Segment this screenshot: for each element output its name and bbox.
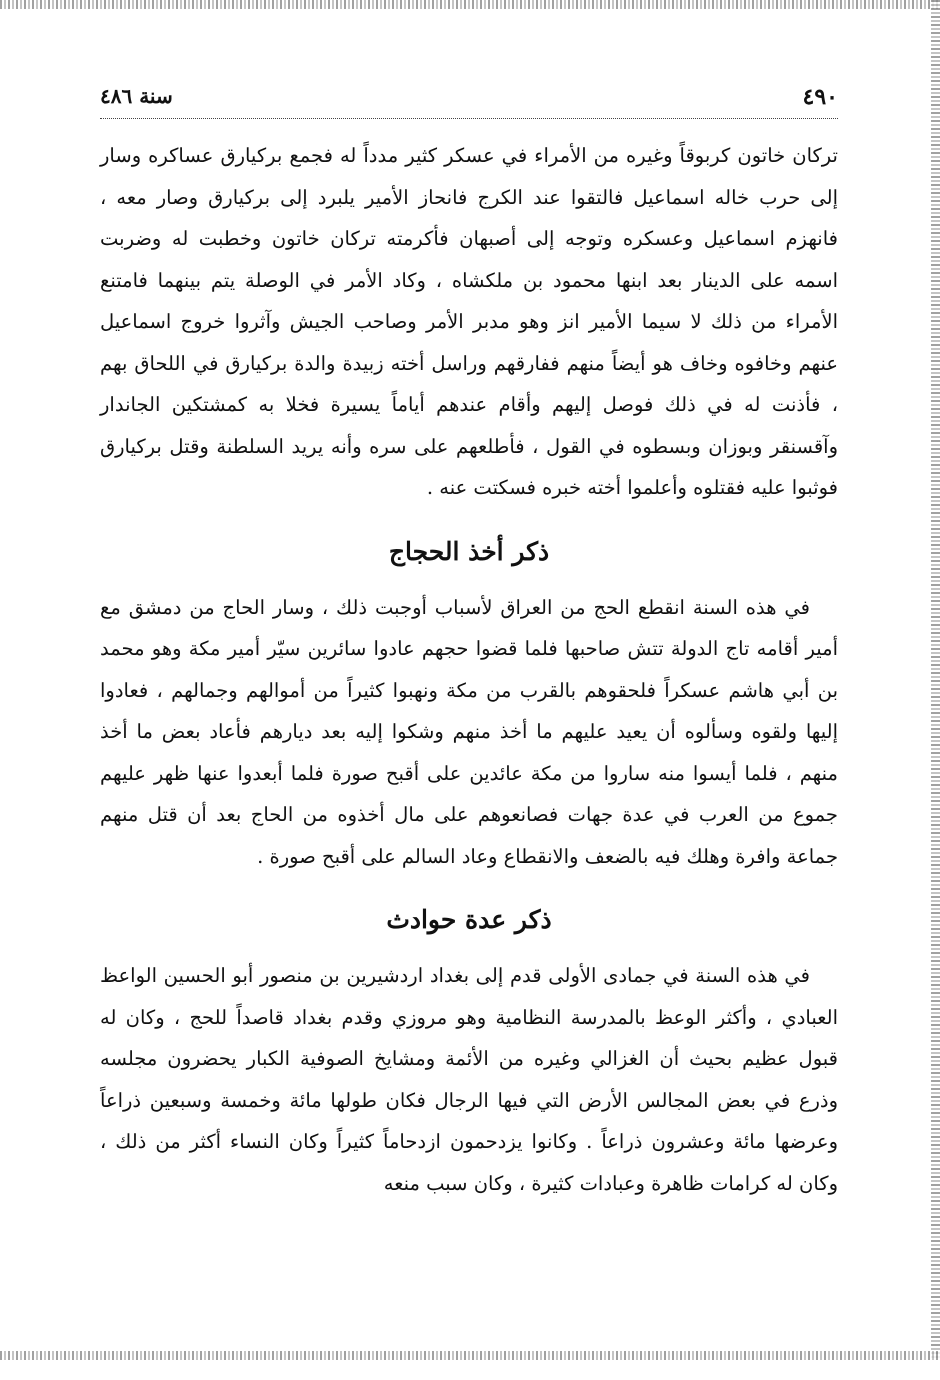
year-label: سنة ٤٨٦ [100, 84, 179, 108]
book-page [100, 78, 838, 1204]
running-header [100, 78, 838, 119]
page-number: ٤٩٠ [797, 84, 838, 110]
paragraph-pilgrims: في هذه السنة انقطع الحج من العراق لأسباب أوجبت ذلك ، وسار الحاج من دمشق مع أمير أقامه تاج الدولة تتش صاحبها فلما قضوا حجهم عادوا سائرين سيّر أمير مكة وهو محمد بن أبي هاشم عسكراً فلحقوهم بالقرب من مكة ونهبوا كثيراً من أموالهم وجمالهم ، فعادوا إليها ولقوه وسألوه أن يعيد عليهم ما أخذ منهم وشكوا إليه بعد ديارهم فأعاد بعض ما أخذ منهم ، فلما أيسوا منه ساروا من مكة عائدين على أقبح صورة فلما أبعدوا عنها ظهر عليهم جموع من العرب في عدة جهات فصانعوهم على مال أخذوه من الحاج بعد أن قتل منهم جماعة وافرة وهلك فيه بالضعف والانقطاع وعاد السالم على أقبح صورة . [100, 595, 838, 868]
section-heading-events: ذكر عدة حوادث [386, 905, 552, 934]
paragraph-continued: تركان خاتون كربوقاً وغيره من الأمراء في عسكر كثير مدداً له فجمع بركيارق عساكره وسار إلى حرب خاله اسماعيل فالتقوا عند الكرج فانحاز الأمير يلبرد إلى بركيارق وصار معه ، فانهزم اسماعيل وعسكره وتوجه إلى أصبهان فأكرمته تركان خاتون وخطبت له وضربت اسمه على الدينار بعد ابنها محمود بن ملكشاه ، وكاد الأمر في الوصلة يتم بينهما فامتنع الأمراء من ذلك لا سيما الأمير انز وهو مدبر الأمر وصاحب الجيش وآثروا خروج اسماعيل عنهم وخافوه وخاف هو أيضاً منهم ففارقهم وراسل أخته زبيدة والدة بركيارق في اللحاق بهم ، فأذنت له في ذلك فوصل إليهم وأقام عندهم أياماً يسيرة فخلا به كمشتكين الجاندار وآقسنقر وبوزان وبسطوه في القول ، فأطلعهم على سره وأنه يريد السلطنة وقتل بركيارق فوثبوا عليه فقتلوه وأعلموا أخته خبره فسكتت عنه . [100, 144, 838, 499]
paragraph-events: في هذه السنة في جمادى الأولى قدم إلى بغداد اردشيرين بن منصور أبو الحسين الواعظ العبادي ، وأكثر الوعظ بالمدرسة النظامية وهو مروزي وقدم بغداد قاصداً للحج ، وكان له قبول عظيم بحيث أن الغزالي وغيره من الأئمة ومشايخ الصوفية الكبار يحضرون مجلسه وذرع في بعض المجالس الأرض التي فيها الرجال فكان طولها مائة وخمسة وسبعين ذراعاً وعرضها مائة وعشرون ذراعاً . وكانوا يزدحمون ازدحاماً كثيراً وكان النساء أكثر من ذلك ، وكان له كرامات ظاهرة وعبادات كثيرة ، وكان سبب منعه [100, 964, 838, 1195]
page-border-bottom [0, 1351, 940, 1360]
section-heading-pilgrims: ذكر أخذ الحجاج [388, 536, 550, 566]
page-border-right [931, 0, 940, 1360]
page-border-top [0, 0, 940, 9]
